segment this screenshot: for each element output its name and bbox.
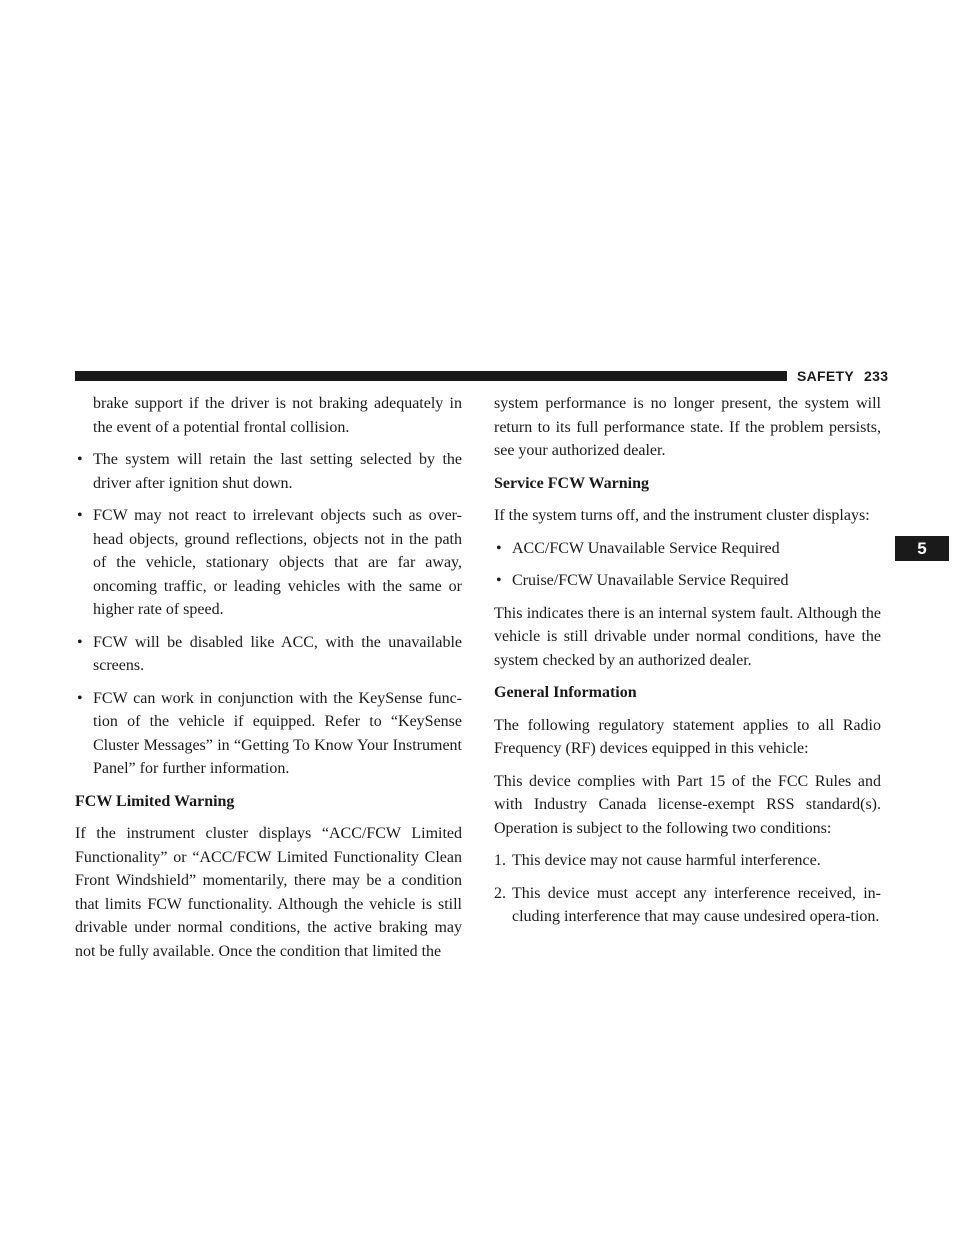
list-item-text: FCW can work in conjunction with the KeySense func-tion of the vehicle if equipped. Refer to “KeySense Cluster Messages” in “Getting To Know Your Instrument Panel” for further information. xyxy=(93,689,462,777)
numbered-item-text: This device must accept any interference received, in-cluding interference that may cause undesired opera-tion. xyxy=(512,884,881,925)
bullet-icon: • xyxy=(77,633,83,651)
section-heading-general-info: General Information xyxy=(494,684,637,701)
section-heading-service-fcw: Service FCW Warning xyxy=(494,474,649,492)
body-paragraph: If the instrument cluster displays “ACC/FCW Limited Functionality” or “ACC/FCW Limited Functionality Clean Front Windshield” momentarily, there may be a condition that limits FCW functionality. Although the vehicle is still drivable under normal conditions, the active braking may not be fully available. Once the condition that limited the xyxy=(75,825,462,960)
bullet-icon: • xyxy=(496,572,502,589)
list-item-text: Cruise/FCW Unavailable Service Required xyxy=(512,572,789,589)
numbered-item xyxy=(494,882,881,929)
running-header xyxy=(797,367,897,385)
list-item xyxy=(75,631,462,678)
header-rule xyxy=(75,371,787,381)
body-paragraph: If the system turns off, and the instrument cluster displays: xyxy=(494,507,870,524)
section-heading-fcw-limited: FCW Limited Warning xyxy=(75,792,235,810)
section-title: SAFETY xyxy=(797,368,855,384)
list-item-text: ACC/FCW Unavailable Service Required xyxy=(512,539,780,557)
left-column xyxy=(75,392,462,972)
list-item xyxy=(75,504,462,622)
list-item xyxy=(75,448,462,495)
bullet-icon: • xyxy=(496,539,502,557)
list-item-text: The system will retain the last setting selected by the driver after ignition shut down. xyxy=(93,451,462,492)
right-column xyxy=(494,392,881,938)
continuation-text: system performance is no longer present, the system will return to its full performance state. If the problem persists, see your authorized dealer. xyxy=(494,395,881,459)
list-item xyxy=(494,569,881,593)
page-number: 233 xyxy=(864,368,889,384)
list-item-text: FCW may not react to irrelevant objects such as over-head objects, ground reflections, objects not in the path of the vehicle, stationary objects that are far away, oncoming traffic, or leading vehicles with the same or higher rate of speed. xyxy=(93,507,462,618)
list-item xyxy=(494,537,881,561)
continuation-text: brake support if the driver is not braking adequately in the event of a potential frontal collision. xyxy=(93,395,462,436)
body-paragraph: This device complies with Part 15 of the FCC Rules and with Industry Canada license-exempt RSS standard(s). Operation is subject to the following two conditions: xyxy=(494,772,881,837)
bullet-icon: • xyxy=(77,507,83,524)
bullet-icon: • xyxy=(77,689,83,707)
item-number: 2. xyxy=(494,884,506,902)
body-paragraph: The following regulatory statement applies to all Radio Frequency (RF) devices equipped in this vehicle: xyxy=(494,716,881,757)
item-number: 1. xyxy=(494,852,506,869)
list-item xyxy=(75,687,462,781)
bullet-icon: • xyxy=(77,451,83,468)
numbered-item-text: This device may not cause harmful interference. xyxy=(512,852,821,869)
numbered-item xyxy=(494,849,881,873)
chapter-tab: 5 xyxy=(895,536,949,561)
body-paragraph: This indicates there is an internal system fault. Although the vehicle is still drivable under normal conditions, have the system checked by an authorized dealer. xyxy=(494,604,881,669)
list-item-text: FCW will be disabled like ACC, with the unavailable screens. xyxy=(93,633,462,674)
